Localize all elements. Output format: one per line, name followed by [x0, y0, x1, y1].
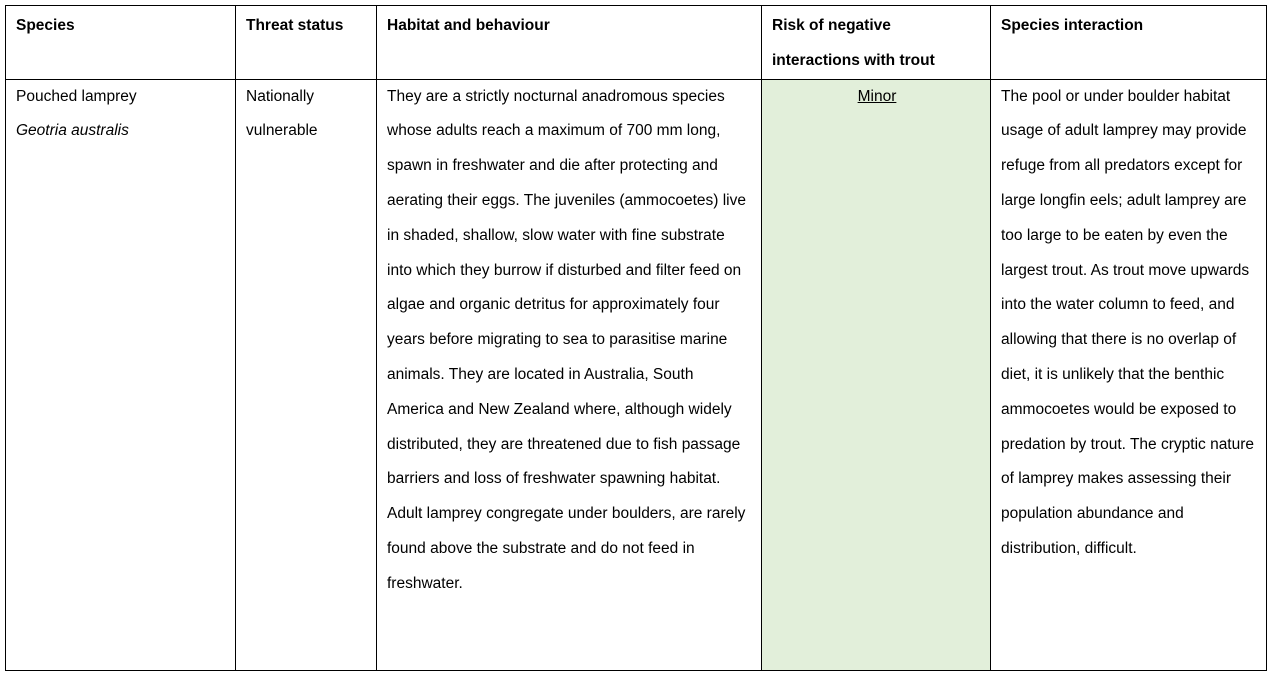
table-row: [6, 79, 1267, 670]
cell-risk: [762, 79, 991, 670]
species-table: [5, 5, 1267, 671]
species-common-name: Pouched lamprey: [16, 87, 137, 105]
header-habitat: Habitat and behaviour: [377, 6, 762, 80]
table-header-row: [6, 6, 1267, 80]
header-species: Species: [6, 6, 236, 80]
cell-species: [6, 79, 236, 670]
cell-interaction: The pool or under boulder habitat usage of adult lamprey may provide refuge from all predators except for large longfin eels; adult lamprey are too large to be eaten by even the largest trout. As trout move upwards into the water column to feed, and allowing that there is no overlap of diet, it is unlikely that the benthic ammocoetes would be exposed to predation by trout. The cryptic nature of lamprey makes assessing their population abundance and distribution, difficult.: [991, 79, 1267, 670]
risk-level-label: Minor: [857, 87, 897, 105]
species-scientific-name: Geotria australis: [16, 122, 129, 140]
cell-habitat: They are a strictly nocturnal anadromous species whose adults reach a maximum of 700 mm long, spawn in freshwater and die after protecting and aerating their eggs. The juveniles (ammocoetes) live in shaded, shallow, slow water with fine substrate into which they burrow if disturbed and filter feed on algae and organic detritus for approximately four years before migrating to sea to parasitise marine animals. They are located in Australia, South America and New Zealand where, although widely distributed, they are threatened due to fish passage barriers and loss of freshwater spawning habitat. Adult lamprey congregate under boulders, are rarely found above the substrate and do not feed in freshwater.: [377, 79, 762, 670]
header-risk: Risk of negative interactions with trout: [762, 6, 991, 80]
header-interaction: Species interaction: [991, 6, 1267, 80]
cell-threat-status: Nationally vulnerable: [236, 79, 377, 670]
header-threat-status: Threat status: [236, 6, 377, 80]
